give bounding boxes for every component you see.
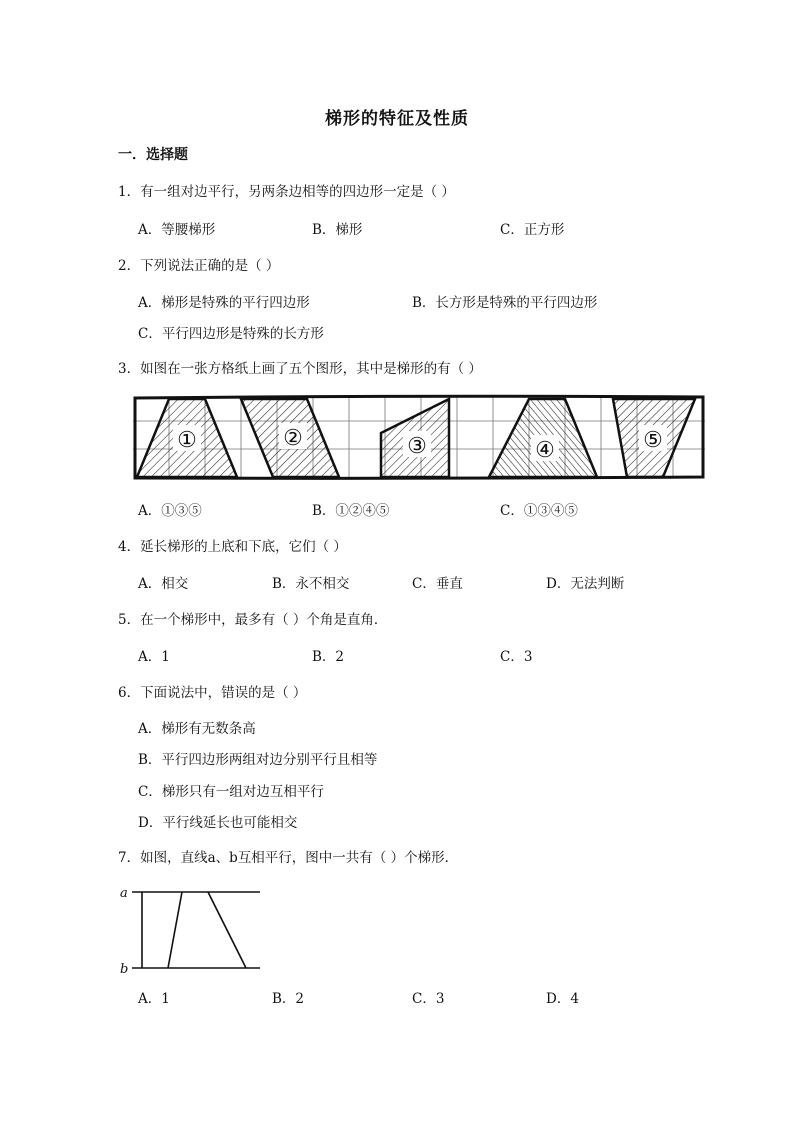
question-6-stem: 6．下面说法中，错误的是（ ） (118, 685, 307, 701)
q2-option-c[interactable]: C．平行四边形是特殊的长方形 (138, 326, 324, 342)
q4-option-d[interactable]: D．无法判断 (546, 576, 625, 592)
parallel-lines-figure (118, 882, 268, 977)
shape-4-label: ④ (535, 438, 555, 463)
q7-option-b[interactable]: B．2 (272, 991, 305, 1007)
q4-option-a[interactable]: A．相交 (138, 576, 189, 592)
q7-option-a[interactable]: A．1 (138, 991, 170, 1007)
page-title: 梯形的特征及性质 (325, 109, 469, 129)
question-3-stem: 3．如图在一张方格纸上画了五个图形，其中是梯形的有（ ） (118, 361, 482, 377)
q6-option-c[interactable]: C．梯形只有一组对边互相平行 (138, 784, 324, 800)
q5-option-a[interactable]: A．1 (138, 649, 170, 665)
q3-option-c[interactable]: C．①③④⑤ (500, 503, 578, 519)
q7-option-d[interactable]: D．4 (546, 991, 579, 1007)
label-a: a (120, 886, 128, 901)
q1-option-a[interactable]: A．等腰梯形 (138, 222, 216, 238)
question-1-stem: 1．有一组对边平行，另两条边相等的四边形一定是（ ） (118, 184, 455, 200)
q2-option-a[interactable]: A．梯形是特殊的平行四边形 (138, 295, 310, 311)
section-heading: 一．选择题 (118, 147, 188, 163)
grid-figure (133, 393, 705, 485)
q6-option-a[interactable]: A．梯形有无数条高 (138, 721, 256, 737)
q3-option-a[interactable]: A．①③⑤ (138, 503, 202, 519)
q7-option-c[interactable]: C．3 (412, 991, 445, 1007)
q1-option-c[interactable]: C．正方形 (500, 222, 565, 238)
question-2-stem: 2．下列说法正确的是（ ） (118, 258, 280, 274)
q5-option-c[interactable]: C．3 (500, 649, 533, 665)
question-7-stem: 7．如图，直线a、b互相平行，图中一共有（ ）个梯形． (118, 850, 459, 866)
q4-option-c[interactable]: C．垂直 (412, 576, 463, 592)
q1-option-b[interactable]: B．梯形 (312, 222, 363, 238)
q6-option-d[interactable]: D．平行线延长也可能相交 (138, 815, 298, 831)
segment-3 (208, 892, 246, 968)
shape-5-label: ⑤ (643, 428, 663, 453)
shape-3-label: ③ (407, 434, 427, 459)
shape-1-label: ① (177, 428, 197, 453)
segment-2 (168, 892, 182, 968)
question-5-stem: 5．在一个梯形中，最多有（ ）个角是直角． (118, 612, 388, 628)
q5-option-b[interactable]: B．2 (312, 649, 345, 665)
shape-2-label: ② (283, 426, 303, 451)
label-b: b (120, 962, 129, 977)
q3-option-b[interactable]: B．①②④⑤ (312, 503, 390, 519)
q4-option-b[interactable]: B．永不相交 (272, 576, 350, 592)
question-4-stem: 4．延长梯形的上底和下底，它们（ ） (118, 539, 347, 555)
q2-option-b[interactable]: B．长方形是特殊的平行四边形 (412, 295, 598, 311)
q6-option-b[interactable]: B．平行四边形两组对边分别平行且相等 (138, 752, 378, 768)
